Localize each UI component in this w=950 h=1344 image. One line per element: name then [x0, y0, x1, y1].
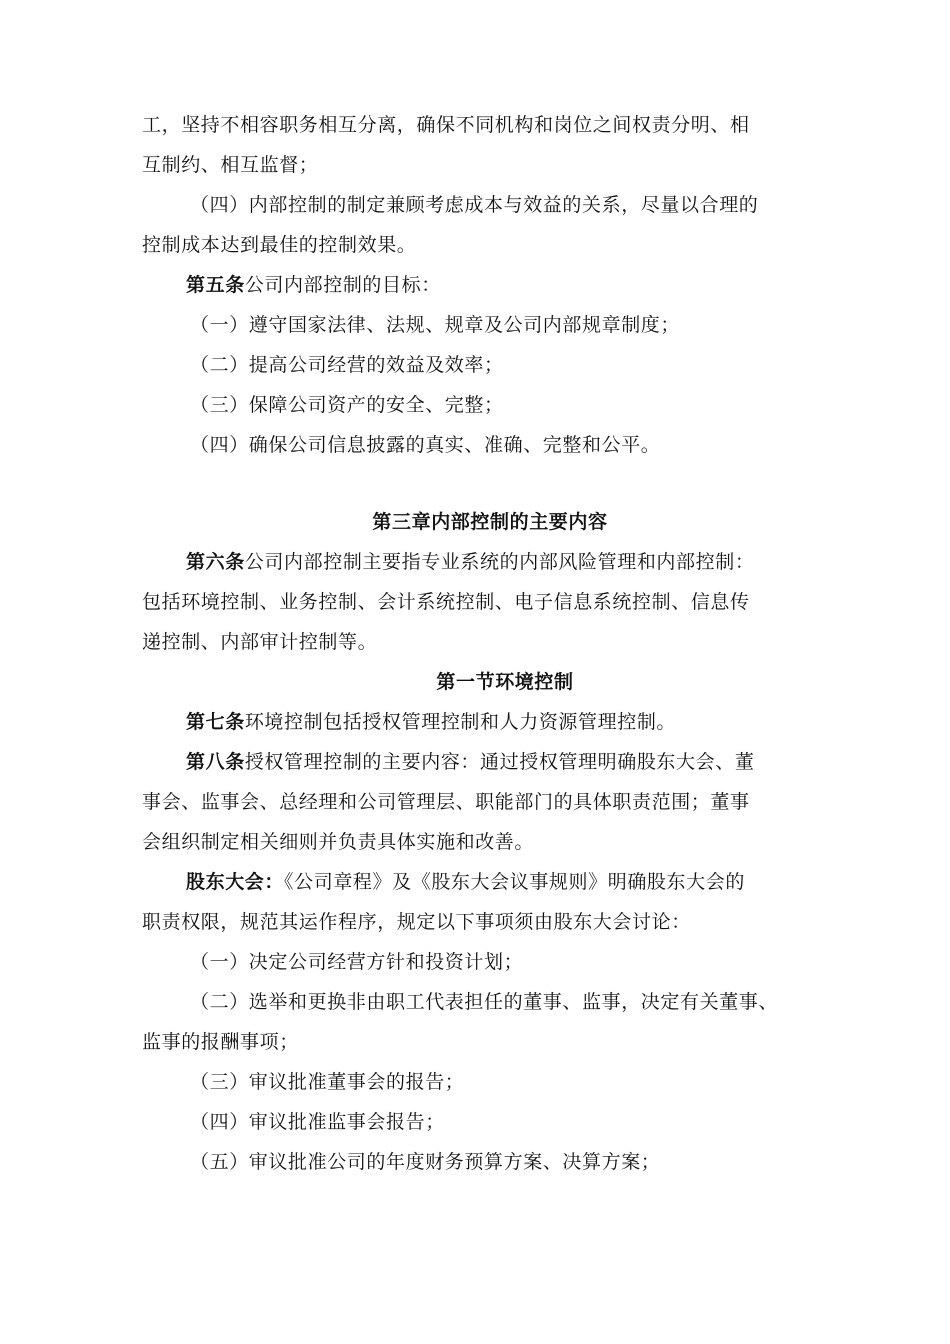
article-label: 第八条	[186, 751, 245, 773]
paragraph-line: （四）内部控制的制定兼顾考虑成本与效益的关系，尽量以合理的	[190, 194, 759, 216]
list-item: （三）保障公司资产的安全、完整；	[190, 394, 504, 416]
paragraph-line: 工，坚持不相容职务相互分离，确保不同机构和岗位之间权责分明、相	[142, 114, 750, 136]
paragraph-line: 互制约、相互监督；	[142, 154, 319, 176]
article-label: 第六条	[186, 551, 245, 573]
article-label: 第七条	[186, 711, 245, 733]
term-label: 股东大会：	[186, 871, 285, 893]
article-6: 第六条公司内部控制主要指专业系统的内部风险管理和内部控制：	[186, 551, 755, 573]
shareholders-meeting: 股东大会：《公司章程》及《股东大会议事规则》明确股东大会的	[186, 871, 745, 893]
list-item: （四）审议批准监事会报告；	[190, 1111, 445, 1133]
list-item: （五）审议批准公司的年度财务预算方案、决算方案；	[190, 1151, 661, 1173]
article-5: 第五条公司内部控制的目标：	[186, 274, 441, 296]
chapter-heading: 第三章内部控制的主要内容	[372, 511, 608, 533]
list-item: （三）审议批准董事会的报告；	[190, 1071, 465, 1093]
paragraph-line: 递控制、内部审计控制等。	[142, 631, 378, 653]
paragraph-line: 监事的报酬事项；	[142, 1031, 299, 1053]
paragraph-line: 职责权限，规范其运作程序，规定以下事项须由股东大会讨论：	[142, 911, 691, 933]
paragraph-line: 事会、监事会、总经理和公司管理层、职能部门的具体职责范围；董事	[142, 791, 750, 813]
list-item: （四）确保公司信息披露的真实、准确、完整和公平。	[190, 434, 661, 456]
paragraph-line: 包括环境控制、业务控制、会计系统控制、电子信息系统控制、信息传	[142, 591, 750, 613]
article-8: 第八条授权管理控制的主要内容：通过授权管理明确股东大会、董	[186, 751, 755, 773]
paragraph-line: 控制成本达到最佳的控制效果。	[142, 234, 417, 256]
article-7: 第七条环境控制包括授权管理控制和人力资源管理控制。	[186, 711, 677, 733]
list-item: （二）提高公司经营的效益及效率；	[190, 354, 504, 376]
list-item: （一）决定公司经营方针和投资计划；	[190, 951, 524, 973]
paragraph-line: 会组织制定相关细则并负责具体实施和改善。	[142, 831, 535, 853]
list-item: （二）选举和更换非由职工代表担任的董事、监事，决定有关董事、	[190, 991, 779, 1013]
article-label: 第五条	[186, 274, 245, 296]
list-item: （一）遵守国家法律、法规、规章及公司内部规章制度；	[190, 314, 681, 336]
section-heading: 第一节环境控制	[436, 671, 574, 693]
